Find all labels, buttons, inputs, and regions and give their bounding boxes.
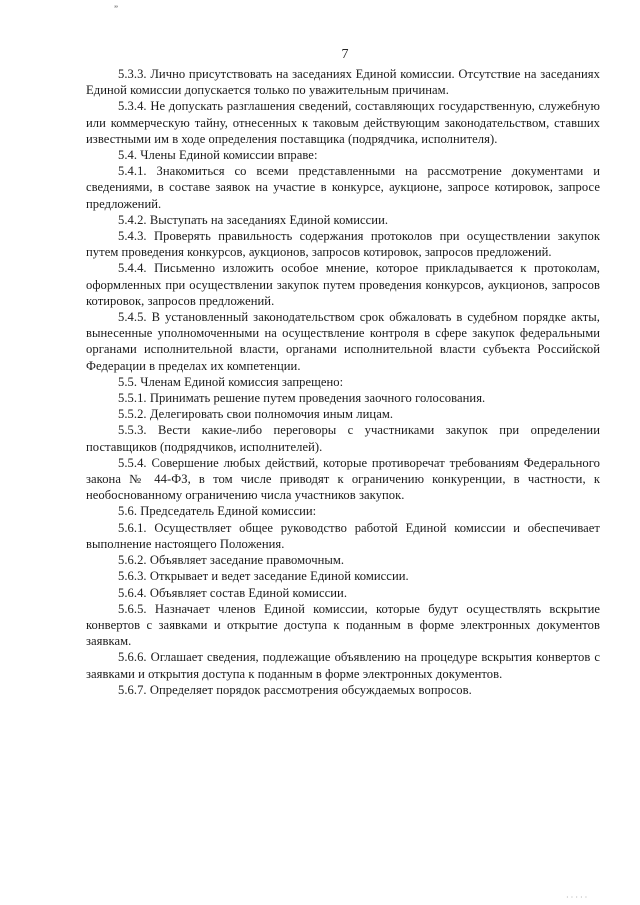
paragraph-5-4-3: 5.4.3. Проверять правильность содержания протоколов при осуществлении закупок путем проведения конкурсов, аукционов, запросов котировок, запросов предложений. [86,229,600,260]
paragraph-5-6-4: 5.6.4. Объявляет состав Единой комиссии. [118,585,348,600]
paragraph-5-4-4: 5.4.4. Письменно изложить особое мнение, которое прикладывается к протоколам, оформленных при осуществлении закупок путем проведения конкурсов, аукционов, запросов котировок, запросов предложений. [86,261,600,308]
paragraph-5-3-4: 5.3.4. Не допускать разглашения сведений, составляющих государственную, служебную или коммерческую тайну, отнесенных к таковым действующим законодательством, ставших известными им в ходе определения поставщика (подрядчика, исполнителя). [86,99,600,146]
paragraph-5-6-5: 5.6.5. Назначает членов Единой комиссии, которые будут осуществлять вскрытие конвертов с заявками и открытие доступа к поданным в форме электронных документов заявкам. [86,601,600,649]
paragraph-5-6-6: 5.6.6. Оглашает сведения, подлежащие объявлению на процедуре вскрытия конвертов с заявками и открытия доступа к поданным в форме электронных документов. [86,650,600,681]
paragraph-5-5-1: 5.5.1. Принимать решение путем проведения заочного голосования. [118,391,486,406]
paragraph-5-5-4: 5.5.4. Совершение любых действий, которые противоречат требованиям Федерального закона № 44-ФЗ, в том числе приводят к ограничению конкуренции, в частности, к необоснованному ограничению числа участников закупок. [86,455,600,503]
paragraph-5-6-7: 5.6.7. Определяет порядок рассмотрения обсуждаемых вопросов. [118,682,472,697]
paragraph-5-6-3: 5.6.3. Открывает и ведет заседание Единой комиссии. [118,569,409,584]
paragraph-5-4: 5.4. Члены Единой комиссии вправе: [118,148,318,163]
scan-corner-mark: ” [114,4,118,14]
paragraph-5-5-2: 5.5.2. Делегировать свои полномочия иным лицам. [118,407,394,422]
document-body [86,66,600,698]
paragraph-5-6: 5.6. Председатель Единой комиссии: [118,504,317,519]
paragraph-5-6-1: 5.6.1. Осуществляет общее руководство работой Единой комиссии и обеспечивает выполнение настоящего Положения. [86,520,600,551]
page-number: 7 [341,47,349,62]
paragraph-5-4-1: 5.4.1. Знакомиться со всеми представленными на рассмотрение документами и сведениями, в составе заявок на участие в конкурсе, аукционе, запросе котировок, запросе предложений. [86,164,600,211]
paragraph-5-5: 5.5. Членам Единой комиссия запрещено: [118,374,344,389]
paragraph-5-3-3: 5.3.3. Лично присутствовать на заседаниях Единой комиссии. Отсутствие на заседаниях Единой комиссии допускается только по уважительным причинам. [86,67,600,98]
paragraph-5-6-2: 5.6.2. Объявляет заседание правомочным. [118,553,345,568]
paragraph-5-5-3: 5.5.3. Вести какие-либо переговоры с участниками закупок при определении поставщиков (подрядчиков, исполнителей). [86,423,600,454]
scan-bottom-mark: · · · · · [566,893,588,902]
paragraph-5-4-5: 5.4.5. В установленный законодательством срок обжаловать в судебном порядке акты, вынесенные уполномоченными на осуществление контроля в сфере закупок федеральными органами исполнительной власти, органами исполнительной власти субъекта Российской Федерации в пределах их компетенции. [86,310,600,373]
paragraph-5-4-2: 5.4.2. Выступать на заседаниях Единой комиссии. [118,212,389,227]
